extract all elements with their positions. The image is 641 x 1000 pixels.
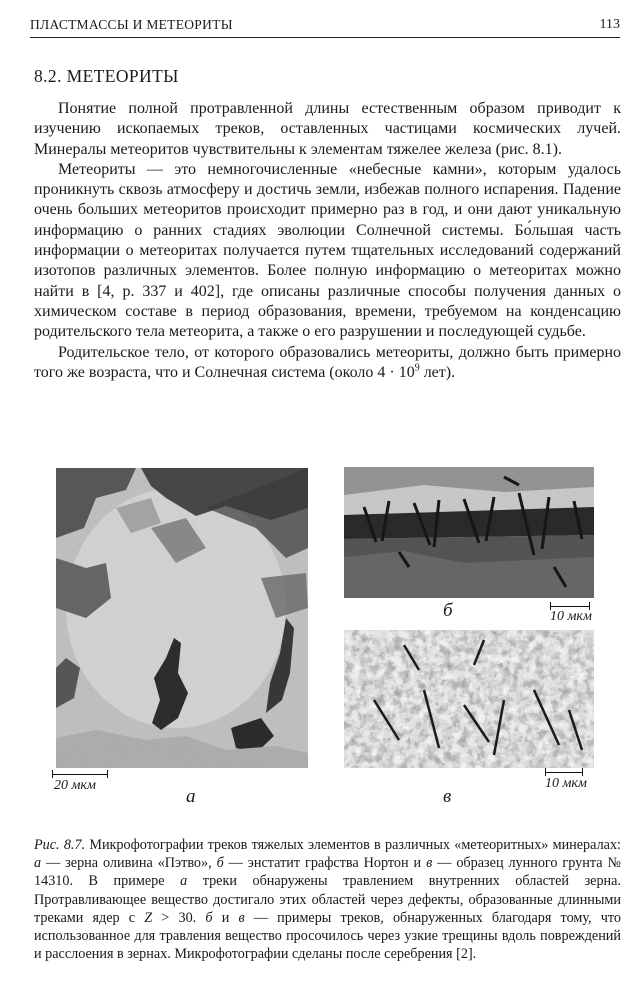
caption-text: — энстатит графства Нортон и — [223, 855, 427, 872]
scale-text-c: 10 мкм — [545, 776, 587, 791]
figure-8-7 — [0, 460, 641, 830]
scale-text-b: 10 мкм — [550, 609, 592, 624]
scale-tick — [545, 768, 546, 776]
header-rule — [30, 37, 620, 38]
caption-ref-b: б — [205, 909, 213, 926]
section-heading: 8.2. МЕТЕОРИТЫ — [34, 66, 179, 86]
paragraph-1: Понятие полной протравленной длины естественным образом приводит к изучению ископаемых треков, оставленных частицами космических лучей. Минералы метеоритов чувствительны к элементам тяжелее железа (рис. 8.1). — [34, 100, 621, 158]
running-title: ПЛАСТМАССЫ И МЕТЕОРИТЫ — [30, 17, 233, 32]
panel-label-b: б — [443, 600, 453, 621]
figure-caption — [34, 836, 621, 963]
caption-text: > 30. — [152, 909, 206, 926]
scale-line-b — [550, 606, 590, 607]
paragraph-2: Метеориты — это немногочисленные «небесные камни», которым удалось проникнуть сквозь атмосферу и достичь земли, избежав полного испарения. Падение очень больших метеоритов происходит примерно раз в год, и они дают уникальную информацию о ранних стадиях эволюции Солнечной системы. Бо́льшая часть информации о метеоритах получается путем тщательных исследований содержаний изотопов различных элементов. Более полную информацию о метеоритах можно найти в [4, р. 337 и 402], где описаны различные способы получения данных о химическом составе в период образования, времени, требуемом на конденсацию родительского тела метеорита, а также о его разрушении и последующей судьбе. — [34, 160, 621, 341]
scale-tick — [107, 770, 108, 778]
caption-ref-a: а — [34, 855, 42, 872]
caption-lead: Рис. 8.7. — [34, 837, 86, 853]
paragraph-3-tail: лет). — [419, 363, 456, 381]
paragraph-3-text: Родительское тело, от которого образовались метеориты, должно быть примерно того же возраста, что и Солнечная система (около 4 · 10 — [34, 343, 621, 381]
caption-text: — примеры треков, обнаруженных благодаря тому, что использованное для травления вещество просочилось через узкие трещины вдоль повреждений и расслоения в зернах. Микрофотографии сделаны после серебрения [2]. — [34, 909, 621, 963]
scale-tick — [52, 770, 53, 778]
micrograph-c — [344, 630, 594, 768]
paragraph-3 — [34, 343, 621, 384]
scale-line-a — [52, 774, 108, 775]
caption-ref-c: в — [426, 855, 433, 872]
panel-label-a: а — [186, 786, 196, 807]
panel-label-c: в — [443, 786, 452, 807]
caption-text: — зерна оливина «Пэтво», — [41, 855, 217, 872]
caption-symbol-z: Z — [144, 909, 153, 926]
scale-line-c — [545, 772, 583, 773]
caption-text: Микрофотографии треков тяжелых элементов в различных «метеоритных» минералах: — [85, 837, 621, 853]
body-text — [34, 99, 621, 383]
caption-ref-b: б — [216, 855, 224, 872]
micrograph-a — [56, 468, 308, 768]
exponent: 9 — [414, 362, 420, 374]
caption-text: — образец лунного грунта № 14310. В примере — [34, 855, 621, 890]
caption-text: треки обнаружены травлением внутренних областей зерна. Протравливающее вещество достигало этих областей через дефекты, образованные длинными треками ядер с — [34, 873, 621, 926]
micrograph-b — [344, 467, 594, 598]
caption-ref-a: а — [180, 873, 188, 890]
caption-ref-c: в — [238, 909, 245, 926]
caption-text: и — [212, 909, 239, 926]
page-header — [30, 14, 620, 36]
scale-text-a: 20 мкм — [54, 778, 96, 793]
scale-tick — [582, 768, 583, 776]
page-number: 113 — [599, 17, 620, 32]
